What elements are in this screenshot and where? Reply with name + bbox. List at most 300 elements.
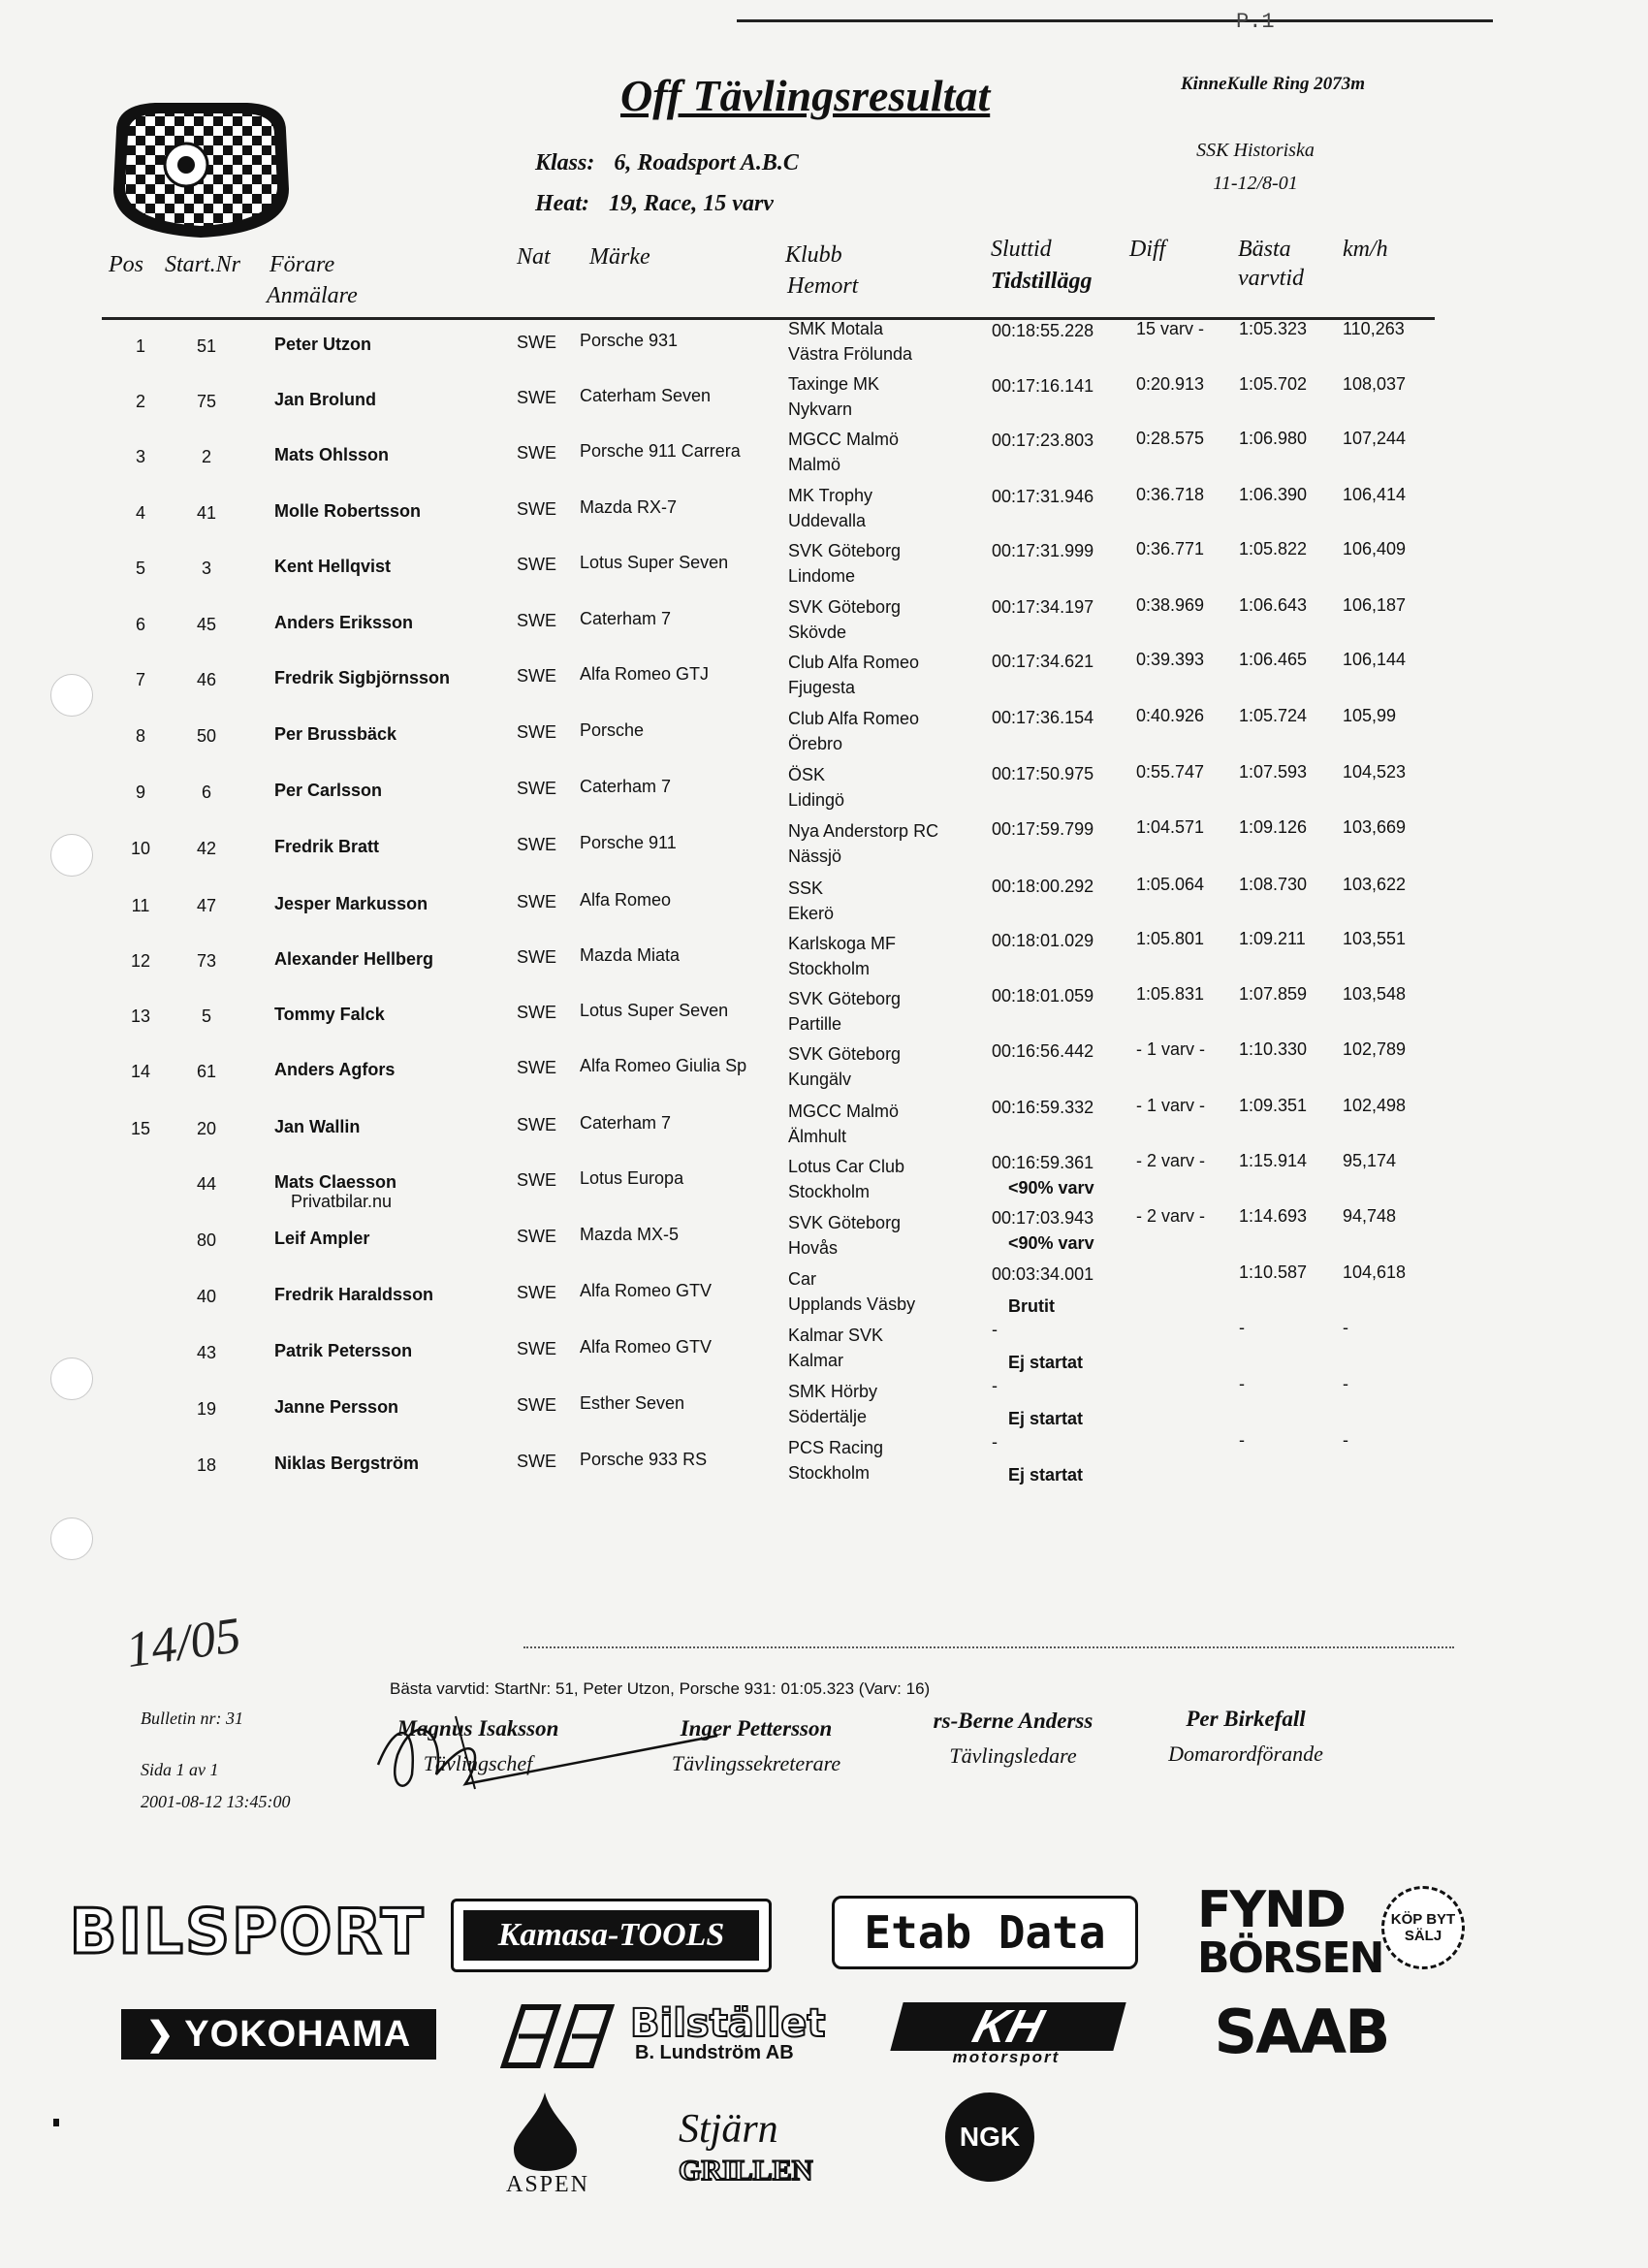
startnr-cell: 18: [196, 1455, 217, 1475]
nat-cell: SWE: [517, 499, 557, 519]
car-cell: Caterham 7: [580, 777, 672, 796]
startnr-cell: 80: [196, 1230, 217, 1250]
pos-cell: 6: [135, 615, 145, 634]
startnr-cell: 46: [196, 670, 217, 689]
footer-rule: [523, 1646, 1454, 1648]
bulletin-number: Bulletin nr: 31: [141, 1709, 243, 1728]
extra-cell: Brutit: [1008, 1296, 1055, 1316]
startnr-cell: 2: [201, 447, 211, 466]
car-cell: Lotus Europa: [580, 1168, 684, 1188]
club-cell: SSK: [788, 878, 824, 898]
diff-cell: - 2 varv -: [1136, 1150, 1206, 1170]
scan-speck: [53, 2119, 59, 2126]
best-lap-cell: 1:07.859: [1239, 983, 1308, 1004]
club-cell: SVK Göteborg: [788, 1044, 902, 1064]
track-name: KinneKulle Ring 2073m: [1181, 74, 1366, 94]
startnr-cell: 45: [196, 615, 217, 634]
car-cell: Alfa Romeo GTJ: [580, 664, 710, 684]
diff-cell: 1:05.831: [1136, 983, 1205, 1004]
home-cell: Kalmar: [788, 1351, 844, 1370]
organizer: SSK Historiska: [1196, 140, 1315, 161]
time-cell: 00:18:00.292: [992, 876, 1094, 896]
kmh-cell: 105,99: [1343, 706, 1397, 726]
punch-hole: [50, 1517, 93, 1560]
col-time: Sluttid: [991, 237, 1052, 262]
sponsor-etab-data: Etab Data: [832, 1896, 1138, 1969]
home-cell: Kungälv: [788, 1070, 852, 1089]
driver-cell: Niklas Bergström: [274, 1453, 420, 1473]
col-club: Klubb: [785, 242, 842, 268]
signer-name: Per Birkefall: [1186, 1707, 1306, 1731]
sponsor-yokohama: [121, 2009, 436, 2060]
kmh-cell: 102,789: [1343, 1038, 1407, 1059]
diff-cell: 0:28.575: [1136, 429, 1205, 449]
driver-cell: Molle Robertsson: [274, 501, 422, 521]
nat-cell: SWE: [517, 947, 557, 967]
car-cell: Porsche 911 Carrera: [580, 441, 741, 461]
time-cell: 00:17:34.621: [992, 652, 1094, 672]
car-cell: Porsche 933 RS: [580, 1450, 708, 1469]
best-lap-cell: 1:05.323: [1239, 319, 1308, 338]
time-cell: 00:17:36.154: [992, 708, 1094, 728]
time-cell: 00:17:31.946: [992, 486, 1094, 506]
sponsor-grillen: GRILLEN: [679, 2155, 813, 2187]
kmh-cell: 106,187: [1343, 594, 1407, 615]
best-lap-cell: 1:05.822: [1239, 539, 1308, 559]
driver-cell: Per Brussbäck: [274, 724, 397, 744]
time-cell: 00:16:59.332: [992, 1098, 1094, 1118]
col-laptime: varvtid: [1238, 266, 1304, 291]
signer-3: [902, 1709, 1125, 1769]
startnr-cell: 42: [196, 839, 217, 858]
extra-cell: Ej startat: [1008, 1465, 1084, 1485]
startnr-cell: 41: [196, 503, 217, 523]
home-cell: Partille: [788, 1014, 842, 1034]
pos-cell: 10: [131, 839, 151, 858]
yokohama-chevron-icon: ❯: [145, 2016, 175, 2053]
club-cell: MGCC Malmö: [788, 430, 900, 449]
nat-cell: SWE: [517, 1003, 557, 1022]
kmh-cell: 94,748: [1343, 1206, 1397, 1227]
event-dates: 11-12/8-01: [1213, 173, 1298, 194]
time-cell: 00:16:59.361: [992, 1152, 1094, 1172]
extra-cell: Ej startat: [1008, 1353, 1084, 1372]
club-cell: Club Alfa Romeo: [788, 709, 920, 728]
sponsor-ngk: NGK: [945, 2092, 1034, 2182]
club-cell: SVK Göteborg: [788, 541, 902, 560]
car-cell: Alfa Romeo GTV: [580, 1281, 713, 1300]
nat-cell: SWE: [517, 1452, 557, 1471]
car-cell: Porsche 931: [580, 331, 679, 350]
driver-cell: Mats Ohlsson: [274, 445, 390, 464]
nat-cell: SWE: [517, 611, 557, 630]
car-cell: Caterham 7: [580, 609, 672, 628]
diff-cell: - 1 varv -: [1136, 1038, 1206, 1059]
sponsor-kh: KH: [890, 2002, 1125, 2051]
club-cell: PCS Racing: [788, 1438, 884, 1457]
best-lap-cell: 1:09.211: [1239, 929, 1306, 949]
car-cell: Alfa Romeo Giulia Sp: [580, 1056, 747, 1075]
club-cell: Taxinge MK: [788, 374, 880, 394]
home-cell: Stockholm: [788, 959, 871, 978]
diff-cell: 0:20.913: [1136, 373, 1205, 394]
sponsor-saab: SAAB: [1214, 1996, 1389, 2067]
punch-hole: [50, 674, 93, 717]
best-lap-cell: 1:10.330: [1239, 1038, 1308, 1059]
home-cell: Upplands Väsby: [788, 1294, 916, 1314]
signer-2: [640, 1716, 872, 1776]
home-cell: Nässjö: [788, 847, 842, 866]
sponsor-stjarn: Stjärn: [679, 2107, 778, 2152]
home-cell: Lindome: [788, 566, 856, 586]
nat-cell: SWE: [517, 333, 557, 352]
car-cell: Esther Seven: [580, 1393, 685, 1413]
signer-name: Magnus Isaksson: [396, 1716, 559, 1741]
driver-cell: Fredrik Bratt: [274, 837, 380, 856]
yokohama-label: YOKOHAMA: [184, 2013, 412, 2055]
heat-value: 19, Race, 15 varv: [608, 191, 774, 216]
print-timestamp: 2001-08-12 13:45:00: [141, 1792, 291, 1811]
home-cell: Örebro: [788, 734, 843, 753]
car-cell: Mazda MX-5: [580, 1225, 680, 1244]
pos-cell: 11: [131, 896, 150, 915]
best-lap-cell: 1:06.390: [1239, 484, 1308, 504]
diff-cell: 0:36.771: [1136, 539, 1205, 559]
punch-hole: [50, 834, 93, 877]
club-cell: Nya Anderstorp RC: [788, 821, 939, 841]
kamasa-label: Kamasa-TOOLS: [463, 1910, 759, 1961]
kmh-cell: 104,618: [1343, 1262, 1407, 1282]
col-make: Märke: [589, 244, 650, 270]
home-cell: Stockholm: [788, 1463, 871, 1483]
kmh-cell: 110,263: [1343, 319, 1405, 338]
car-cell: Caterham 7: [580, 1113, 672, 1133]
club-cell: Car: [788, 1269, 817, 1289]
club-cell: Club Alfa Romeo: [788, 653, 920, 672]
car-cell: Lotus Super Seven: [580, 1001, 729, 1020]
home-cell: Södertälje: [788, 1407, 868, 1426]
kmh-cell: 103,622: [1343, 874, 1407, 894]
driver-cell: Tommy Falck: [274, 1005, 385, 1024]
car-cell: Alfa Romeo GTV: [580, 1337, 713, 1357]
pos-cell: 15: [131, 1119, 151, 1138]
nat-cell: SWE: [517, 388, 557, 407]
extra-cell: <90% varv: [1008, 1233, 1094, 1254]
kmh-cell: -: [1343, 1374, 1348, 1394]
home-cell: Malmö: [788, 455, 841, 474]
best-lap-cell: 1:07.593: [1239, 761, 1308, 782]
handwritten-note: 14/05: [122, 1608, 244, 1678]
car-cell: Alfa Romeo: [580, 890, 672, 910]
pos-cell: 7: [135, 670, 145, 689]
best-lap-cell: -: [1239, 1374, 1245, 1394]
driver-cell: Peter Utzon: [274, 335, 372, 354]
diff-cell: - 2 varv -: [1136, 1206, 1206, 1227]
pos-cell: 13: [131, 1006, 151, 1026]
best-lap-cell: 1:10.587: [1239, 1262, 1308, 1282]
col-nat: Nat: [517, 244, 551, 270]
car-cell: Mazda RX-7: [580, 497, 678, 517]
best-lap-cell: 1:15.914: [1239, 1150, 1308, 1170]
nat-cell: SWE: [517, 443, 557, 463]
best-lap-cell: -: [1239, 1318, 1245, 1338]
startnr-cell: 3: [201, 559, 211, 578]
kmh-cell: 104,523: [1343, 761, 1407, 782]
best-lap-cell: 1:05.702: [1239, 373, 1308, 394]
time-cell: 00:18:01.059: [992, 985, 1094, 1006]
nat-cell: SWE: [517, 666, 557, 686]
driver-cell: Jan Wallin: [274, 1117, 361, 1136]
kmh-cell: 103,551: [1343, 929, 1407, 949]
class-line: [535, 150, 799, 176]
startnr-cell: 51: [196, 336, 217, 356]
car-cell: Caterham Seven: [580, 386, 712, 405]
time-cell: 00:18:01.029: [992, 931, 1094, 951]
club-cell: SVK Göteborg: [788, 597, 902, 617]
kmh-cell: 107,244: [1343, 429, 1407, 449]
nat-cell: SWE: [517, 1339, 557, 1358]
club-cell: Karlskoga MF: [788, 934, 897, 953]
time-cell: 00:18:55.228: [992, 321, 1094, 340]
car-cell: Porsche 911: [580, 833, 677, 852]
heat-label: Heat:: [535, 191, 589, 216]
driver-cell: Per Carlsson: [274, 781, 383, 800]
sponsor-bilstallet: Bilstället: [630, 2001, 826, 2046]
home-cell: Västra Frölunda: [788, 344, 913, 364]
club-logo: [97, 97, 305, 242]
signer-role: Domarordförande: [1168, 1741, 1323, 1766]
nat-cell: SWE: [517, 722, 557, 742]
best-lap-cell: 1:06.643: [1239, 594, 1308, 615]
signer-role: Tävlingssekreterare: [671, 1751, 841, 1775]
time-cell: 00:16:56.442: [992, 1040, 1094, 1061]
startnr-cell: 19: [196, 1399, 217, 1419]
nat-cell: SWE: [517, 892, 557, 911]
col-entrant: Anmälare: [267, 283, 358, 308]
signer-role: Tävlingschef: [423, 1751, 533, 1775]
time-cell: 00:17:34.197: [992, 596, 1094, 617]
page-count: Sida 1 av 1: [141, 1760, 219, 1779]
startnr-cell: 61: [196, 1062, 217, 1081]
time-cell: -: [992, 1320, 998, 1340]
startnr-cell: 44: [196, 1174, 217, 1194]
col-pos: Pos: [109, 252, 143, 277]
best-lap-cell: -: [1239, 1429, 1245, 1450]
class-value: 6, Roadsport A.B.C: [614, 150, 799, 176]
fynd-starburst: KÖP BYT SÄLJ: [1381, 1886, 1465, 1969]
club-cell: MK Trophy: [788, 486, 873, 505]
sponsor-aspen: ASPEN: [505, 2172, 590, 2197]
time-cell: 00:17:16.141: [992, 375, 1094, 396]
aspen-drop-icon: [509, 2090, 582, 2172]
driver-cell: Patrik Petersson: [274, 1341, 413, 1360]
best-lap-cell: 1:09.126: [1239, 817, 1308, 838]
home-cell: Stockholm: [788, 1182, 871, 1201]
driver-cell: Jesper Markusson: [274, 894, 428, 913]
startnr-cell: 5: [201, 1006, 211, 1026]
driver-cell: Mats Claesson: [274, 1172, 397, 1192]
club-cell: SVK Göteborg: [788, 1213, 902, 1232]
startnr-cell: 47: [196, 896, 217, 915]
extra-cell: Ej startat: [1008, 1409, 1084, 1428]
pos-cell: 8: [135, 726, 145, 746]
pos-cell: 4: [135, 503, 145, 523]
best-lap-cell: 1:14.693: [1239, 1206, 1308, 1227]
time-cell: 00:17:03.943: [992, 1208, 1094, 1229]
nat-cell: SWE: [517, 1058, 557, 1077]
pos-cell: 12: [131, 951, 151, 971]
heat-line: [535, 191, 774, 217]
best-lap-cell: 1:06.980: [1239, 429, 1308, 449]
startnr-cell: 43: [196, 1343, 217, 1362]
page-title: Off Tävlingsresultat: [620, 71, 991, 120]
driver-cell: Leif Ampler: [274, 1229, 370, 1248]
club-cell: SMK Motala: [788, 319, 884, 338]
home-cell: Hovås: [788, 1238, 839, 1258]
startnr-cell: 40: [196, 1287, 217, 1306]
kmh-cell: 95,174: [1343, 1150, 1397, 1170]
startnr-cell: 50: [196, 726, 217, 746]
bilstallet-emblem-icon: [499, 2002, 616, 2070]
kmh-cell: -: [1343, 1318, 1348, 1338]
club-cell: MGCC Malmö: [788, 1102, 900, 1121]
signer-4: [1134, 1707, 1357, 1767]
car-cell: Mazda Miata: [580, 945, 681, 965]
page-number: P.1: [1236, 10, 1275, 34]
pos-cell: 5: [135, 559, 145, 578]
bilstallet-sub: B. Lundström AB: [635, 2042, 794, 2063]
best-lap-cell: 1:05.724: [1239, 706, 1308, 726]
kmh-cell: 106,414: [1343, 484, 1407, 504]
home-cell: Lidingö: [788, 790, 845, 810]
header-rule: [102, 317, 1435, 320]
nat-cell: SWE: [517, 1283, 557, 1302]
driver-cell: Kent Hellqvist: [274, 557, 392, 576]
diff-cell: 15 varv -: [1136, 319, 1205, 338]
time-cell: 00:17:23.803: [992, 431, 1094, 451]
home-cell: Uddevalla: [788, 511, 867, 530]
diff-cell: 0:38.969: [1136, 594, 1205, 615]
nat-cell: SWE: [517, 1227, 557, 1246]
nat-cell: SWE: [517, 835, 557, 854]
col-startnr: Start.Nr: [165, 252, 241, 277]
class-label: Klass:: [535, 150, 595, 176]
extra-cell: <90% varv: [1008, 1177, 1094, 1198]
driver-cell: Fredrik Haraldsson: [274, 1285, 434, 1304]
fynd-line-1: FYND: [1197, 1881, 1345, 1939]
time-cell: -: [992, 1376, 998, 1396]
kmh-cell: 106,144: [1343, 650, 1407, 670]
car-cell: Lotus Super Seven: [580, 553, 729, 572]
nat-cell: SWE: [517, 555, 557, 574]
kmh-cell: 106,409: [1343, 539, 1407, 559]
sponsor-bilsport: BILSPORT: [69, 1896, 426, 1968]
pos-cell: 9: [135, 783, 145, 802]
nat-cell: SWE: [517, 1115, 557, 1134]
col-kmh: km/h: [1343, 237, 1388, 262]
best-lap-line: Bästa varvtid: StartNr: 51, Peter Utzon, Porsche 931: 01:05.323 (Varv: 16): [390, 1679, 931, 1698]
diff-cell: 1:05.801: [1136, 929, 1205, 949]
diff-cell: 0:40.926: [1136, 706, 1205, 726]
time-cell: 00:17:50.975: [992, 763, 1094, 783]
diff-cell: 0:55.747: [1136, 761, 1205, 782]
kmh-cell: 108,037: [1343, 373, 1407, 394]
time-cell: 00:17:31.999: [992, 541, 1094, 561]
car-cell: Porsche: [580, 720, 645, 740]
diff-cell: 0:36.718: [1136, 484, 1205, 504]
best-lap-cell: 1:08.730: [1239, 874, 1308, 894]
home-cell: Fjugesta: [788, 678, 856, 697]
diff-cell: 1:04.571: [1136, 817, 1205, 838]
driver-cell: Fredrik Sigbjörnsson: [274, 668, 451, 687]
driver-cell: Alexander Hellberg: [274, 949, 434, 969]
nat-cell: SWE: [517, 1170, 557, 1190]
pos-cell: 3: [135, 447, 145, 466]
fynd-line-2: BÖRSEN: [1197, 1933, 1383, 1983]
signer-name: Inger Pettersson: [680, 1716, 833, 1741]
col-home: Hemort: [787, 273, 859, 299]
driver-cell: Anders Eriksson: [274, 613, 414, 632]
time-cell: 00:03:34.001: [992, 1263, 1094, 1284]
kmh-cell: -: [1343, 1429, 1348, 1450]
home-cell: Älmhult: [788, 1127, 847, 1146]
signer-name: rs-Berne Anderss: [933, 1709, 1093, 1733]
startnr-cell: 73: [196, 951, 217, 971]
col-driver: Förare: [269, 252, 335, 277]
nat-cell: SWE: [517, 779, 557, 798]
startnr-cell: 6: [201, 783, 211, 802]
pos-cell: 14: [131, 1062, 151, 1081]
diff-cell: - 1 varv -: [1136, 1096, 1206, 1116]
driver-cell: Jan Brolund: [274, 390, 377, 409]
signer-role: Tävlingsledare: [949, 1743, 1077, 1768]
kh-sub: motorsport: [952, 2048, 1061, 2066]
diff-cell: 1:05.064: [1136, 874, 1205, 894]
startnr-cell: 75: [196, 392, 217, 411]
col-diff: Diff: [1129, 237, 1166, 262]
kmh-cell: 103,548: [1343, 983, 1407, 1004]
best-lap-cell: 1:09.351: [1239, 1096, 1308, 1116]
time-cell: -: [992, 1431, 998, 1452]
kmh-cell: 102,498: [1343, 1096, 1407, 1116]
sponsor-kamasa: [451, 1899, 772, 1972]
time-cell: 00:17:59.799: [992, 819, 1094, 840]
driver-cell: Anders Agfors: [274, 1060, 396, 1079]
club-cell: Kalmar SVK: [788, 1326, 884, 1345]
col-extra: Tidstillägg: [991, 269, 1093, 294]
punch-hole: [50, 1358, 93, 1400]
top-rule: [737, 19, 1493, 22]
startnr-cell: 20: [196, 1119, 217, 1138]
club-cell: SMK Hörby: [788, 1382, 878, 1401]
home-cell: Ekerö: [788, 904, 835, 923]
pos-cell: 2: [135, 392, 145, 411]
nat-cell: SWE: [517, 1395, 557, 1415]
col-best: Bästa: [1238, 237, 1291, 262]
entrant-cell: Privatbilar.nu: [291, 1192, 393, 1211]
home-cell: Skövde: [788, 623, 847, 642]
pos-cell: 1: [135, 336, 145, 356]
diff-cell: 0:39.393: [1136, 650, 1205, 670]
club-cell: Lotus Car Club: [788, 1157, 905, 1176]
club-cell: SVK Göteborg: [788, 989, 902, 1008]
club-cell: ÖSK: [788, 765, 826, 784]
home-cell: Nykvarn: [788, 399, 853, 419]
kmh-cell: 103,669: [1343, 817, 1407, 838]
sponsor-fyndborsen: [1197, 1881, 1383, 1983]
driver-cell: Janne Persson: [274, 1397, 399, 1417]
best-lap-cell: 1:06.465: [1239, 650, 1308, 670]
